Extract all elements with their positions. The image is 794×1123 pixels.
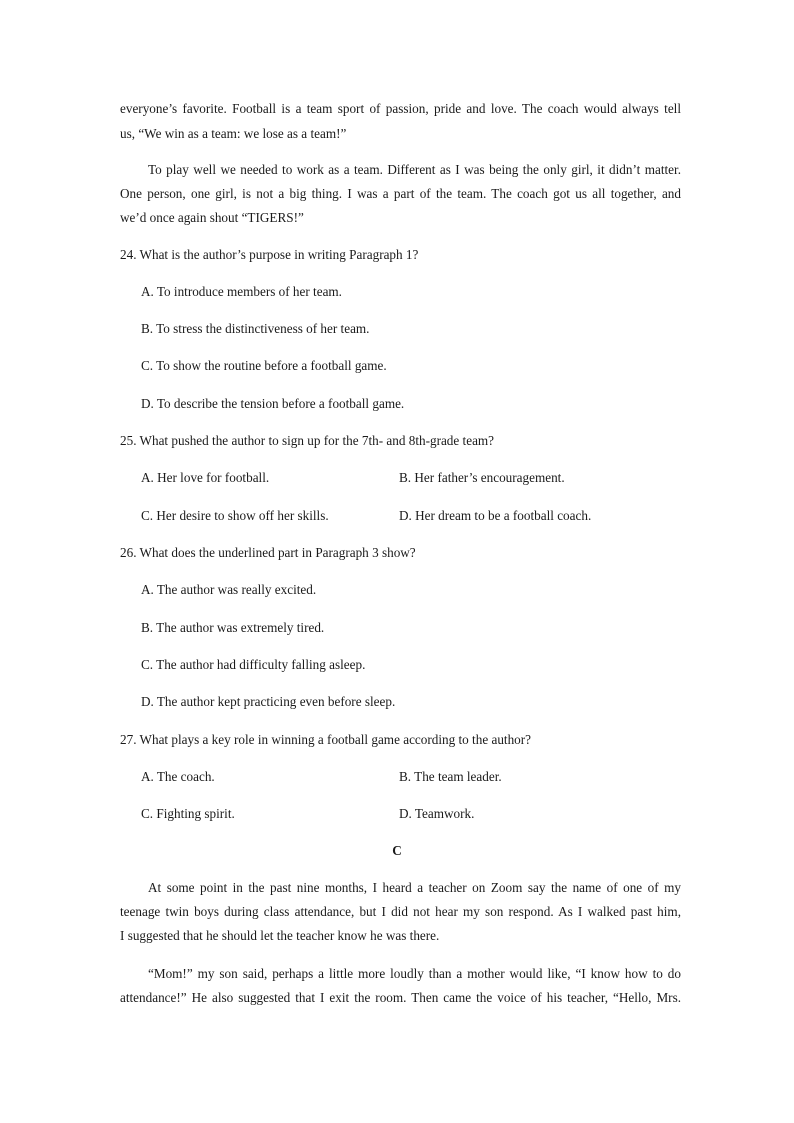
question-stem: 24. What is the author’s purpose in writing Paragraph 1?: [120, 247, 419, 262]
answer-option: D. To describe the tension before a football game.: [141, 396, 405, 411]
answer-option: A. Her love for football.: [141, 470, 270, 485]
passage-b-paragraph-line: us, “We win as a team: we lose as a team!”: [120, 126, 347, 141]
question-stem: 26. What does the underlined part in Paragraph 3 show?: [120, 545, 416, 560]
answer-option: C. To show the routine before a football game.: [141, 358, 387, 373]
passage-c-paragraph-line: I suggested that he should let the teacher know he was there.: [120, 928, 440, 943]
answer-option: D. Her dream to be a football coach.: [399, 508, 592, 523]
passage-b-paragraph-line: One person, one girl, is not a big thing. I was a part of the team. The coach got us all together, and: [120, 186, 681, 201]
section-heading: C: [392, 843, 402, 858]
passage-c-paragraph-line: teenage twin boys during class attendance, but I did not hear my son respond. As I walked past him,: [120, 904, 681, 919]
answer-option: B. Her father’s encouragement.: [399, 470, 565, 485]
passage-c-paragraph-line: At some point in the past nine months, I heard a teacher on Zoom say the name of one of my: [148, 880, 681, 895]
answer-option: B. The author was extremely tired.: [141, 620, 325, 635]
answer-option: A. The coach.: [141, 769, 215, 784]
answer-option: A. To introduce members of her team.: [141, 284, 342, 299]
answer-option: C. Fighting spirit.: [141, 806, 235, 821]
question-stem: 25. What pushed the author to sign up for the 7th- and 8th-grade team?: [120, 433, 495, 448]
passage-b-paragraph-line: everyone’s favorite. Football is a team sport of passion, pride and love. The coach would always tell: [120, 101, 681, 116]
passage-c-paragraph-line: “Mom!” my son said, perhaps a little more loudly than a mother would like, “I know how to do: [148, 966, 681, 981]
answer-option: C. Her desire to show off her skills.: [141, 508, 329, 523]
answer-option: A. The author was really excited.: [141, 582, 317, 597]
answer-option: D. Teamwork.: [399, 806, 475, 821]
answer-option: B. The team leader.: [399, 769, 502, 784]
answer-option: C. The author had difficulty falling asleep.: [141, 657, 366, 672]
question-stem: 27. What plays a key role in winning a football game according to the author?: [120, 732, 532, 747]
passage-b-paragraph-line: To play well we needed to work as a team. Different as I was being the only girl, it didn’t matter.: [148, 162, 681, 177]
passage-b-paragraph-line: we’d once again shout “TIGERS!”: [120, 210, 304, 225]
answer-option: D. The author kept practicing even before sleep.: [141, 694, 396, 709]
answer-option: B. To stress the distinctiveness of her team.: [141, 321, 370, 336]
passage-c-paragraph-line: attendance!” He also suggested that I exit the room. Then came the voice of his teacher, “Hello, Mrs.: [120, 990, 681, 1005]
